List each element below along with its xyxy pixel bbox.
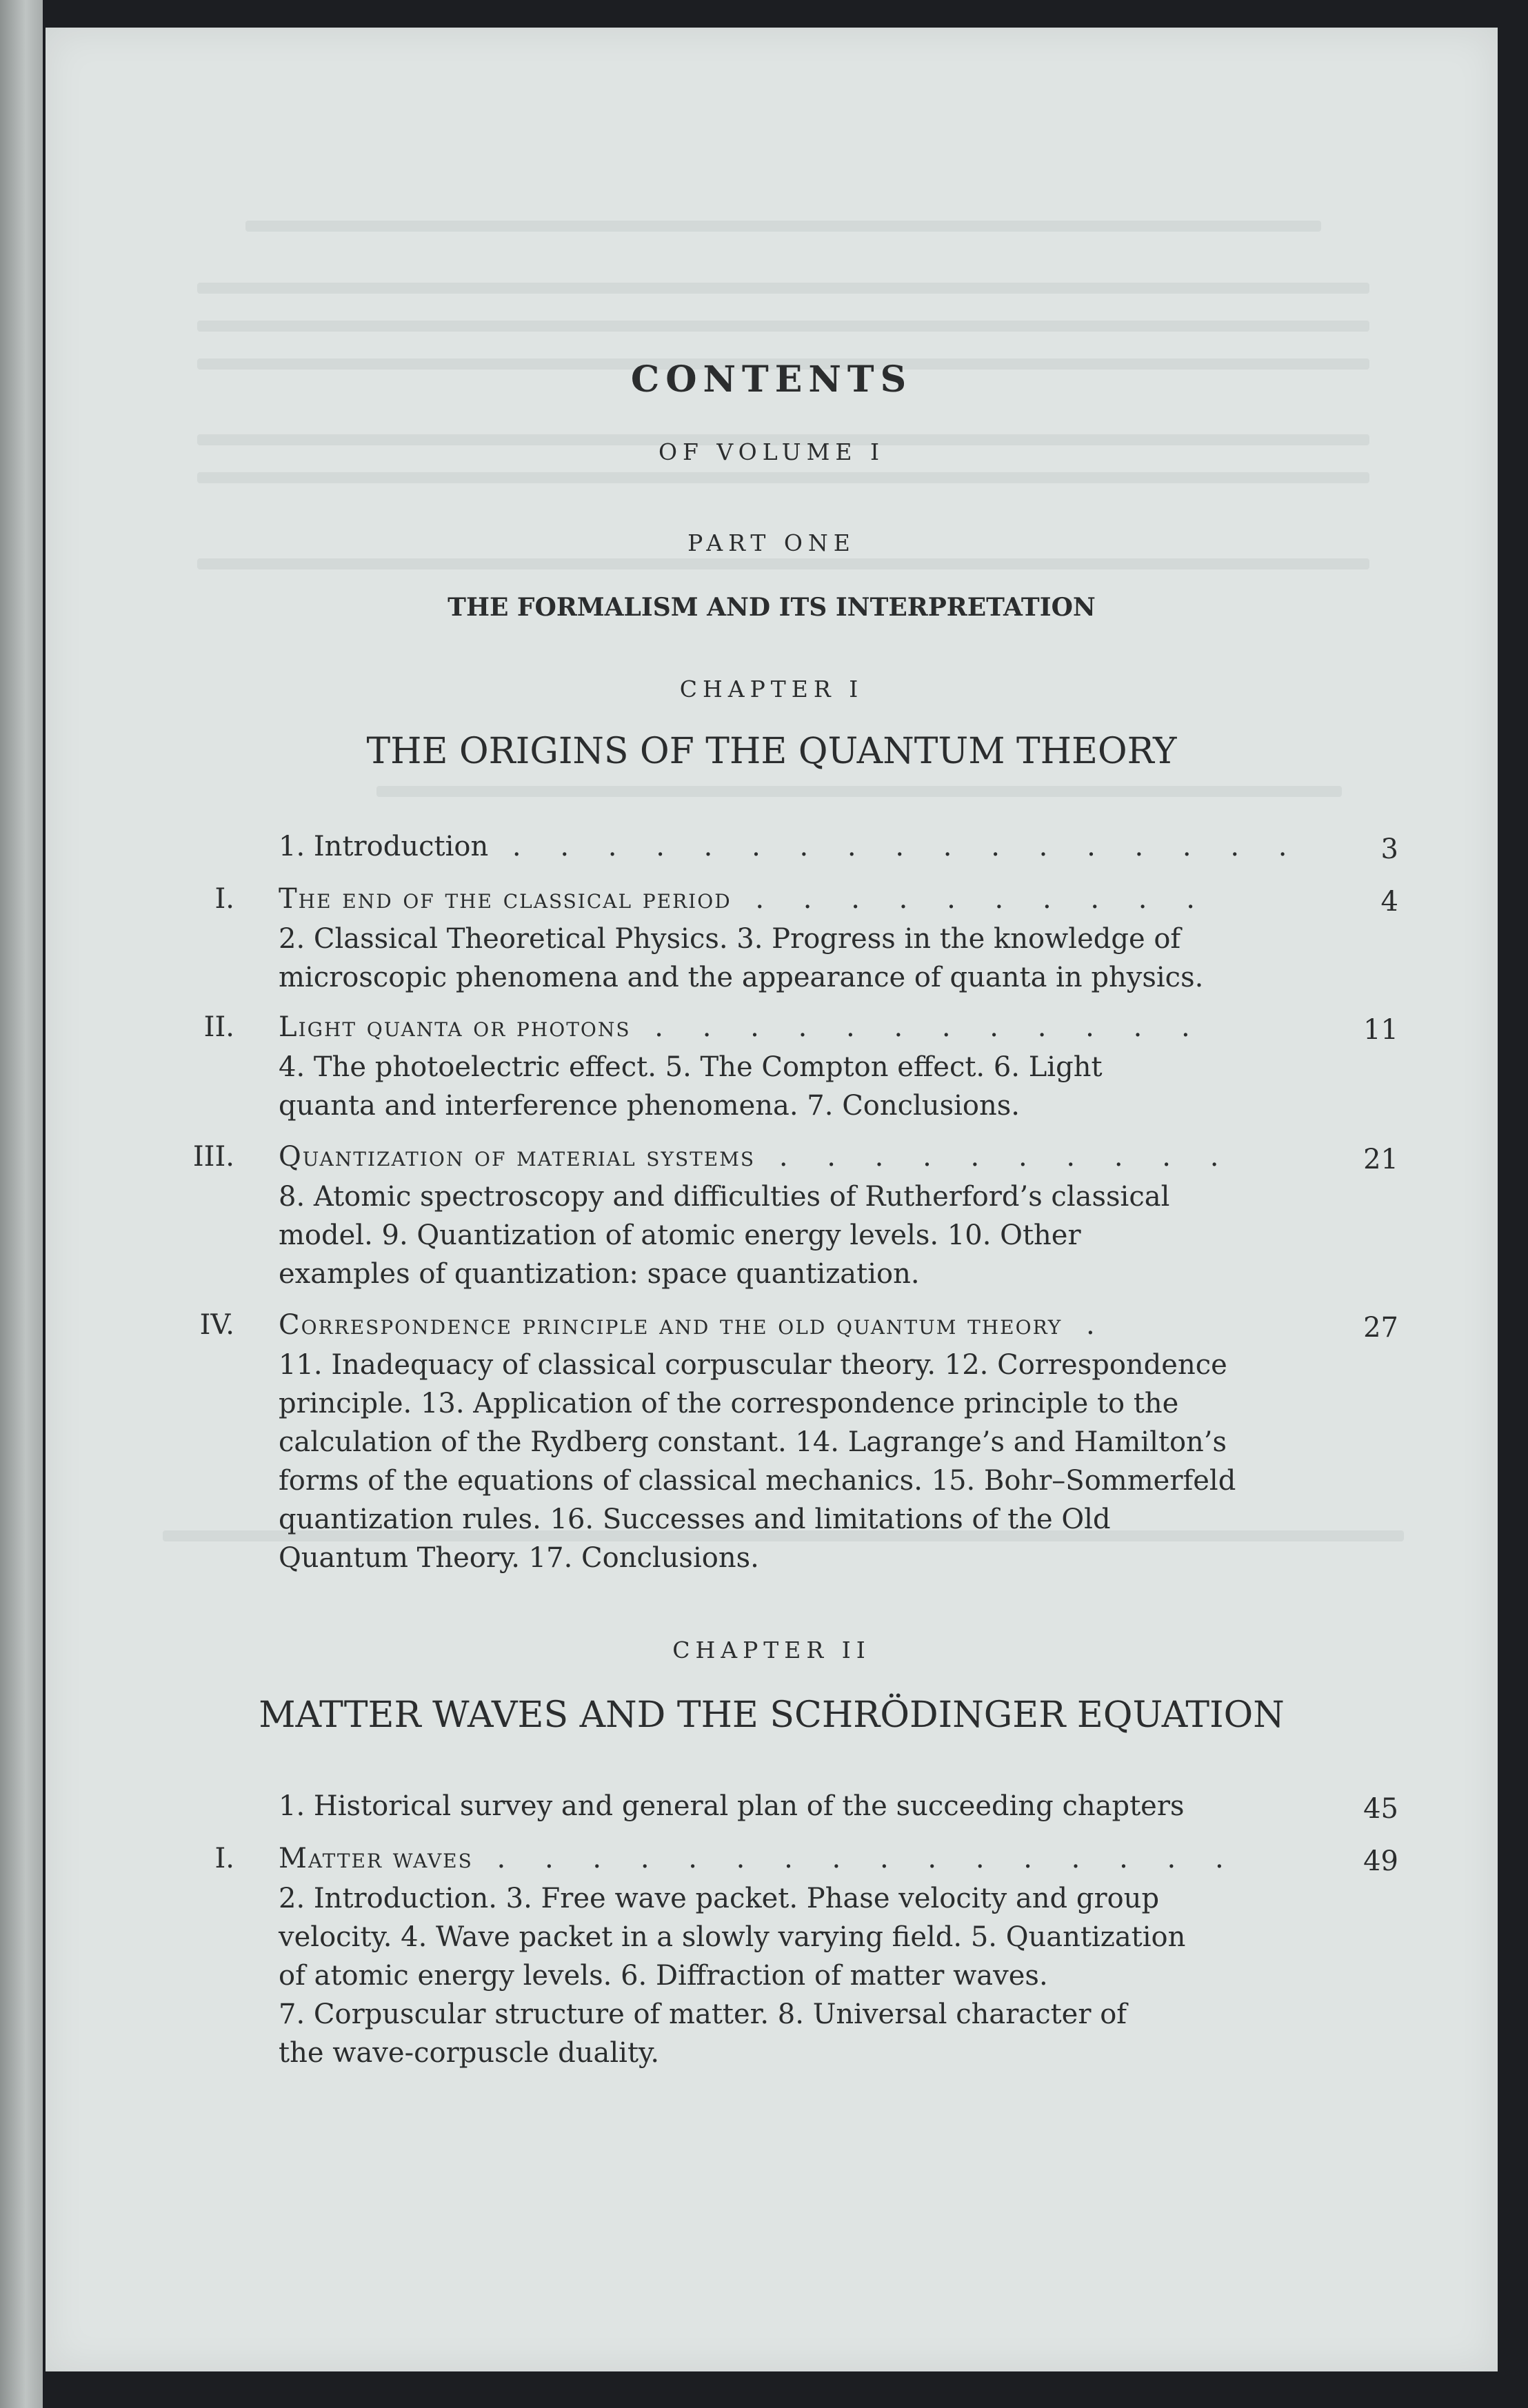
section-summary-line: examples of quantization: space quantization. xyxy=(279,1258,920,1290)
volume-label: OF VOLUME I xyxy=(658,438,885,465)
section-title: Matter waves xyxy=(279,1843,473,1874)
section-summary-line: forms of the equations of classical mechanics. 15. Bohr–Sommerfeld xyxy=(279,1465,1236,1497)
show-through-2 xyxy=(197,283,1369,294)
show-through-3 xyxy=(197,321,1369,332)
toc-section-quantization[interactable]: Quantization of material systems . . . . . . . . . . xyxy=(279,1141,1234,1173)
section-summary-line: 8. Atomic spectroscopy and difficulties of Rutherford’s classical xyxy=(279,1181,1170,1213)
section-summary-line: 4. The photoelectric effect. 5. The Compton effect. 6. Light xyxy=(279,1051,1103,1083)
section-numeral: III. xyxy=(192,1141,234,1173)
section-summary-line: velocity. 4. Wave packet in a slowly varying field. 5. Quantization xyxy=(279,1921,1186,1953)
contents-title: CONTENTS xyxy=(630,358,913,401)
section-summary-line: calculation of the Rydberg constant. 14. Lagrange’s and Hamilton’s xyxy=(279,1426,1227,1458)
part-title: THE FORMALISM AND ITS INTERPRETATION xyxy=(448,593,1096,622)
section-title: Light quanta or photons xyxy=(279,1011,631,1043)
section-summary-line: Quantum Theory. 17. Conclusions. xyxy=(279,1542,759,1574)
toc-entry-introduction[interactable]: 1. Introduction . . . . . . . . . . . . . . . . . xyxy=(279,831,1303,862)
section-title: Quantization of material systems xyxy=(279,1141,756,1173)
section-numeral: II. xyxy=(203,1011,234,1043)
section-title: Correspondence principle and the old quantum theory xyxy=(279,1309,1063,1341)
section-summary-line: the wave-corpuscle duality. xyxy=(279,2037,660,2069)
toc-entry-text: 1. Introduction xyxy=(279,831,489,862)
part-label: PART ONE xyxy=(687,529,856,556)
section-summary-line: principle. 13. Application of the correspondence principle to the xyxy=(279,1388,1179,1419)
toc-section-correspondence[interactable]: Correspondence principle and the old quantum theory . xyxy=(279,1309,1110,1341)
book-page xyxy=(46,28,1498,2371)
toc-page-number: 49 xyxy=(1363,1845,1398,1877)
section-numeral: IV. xyxy=(199,1309,234,1341)
chapter-1-title: THE ORIGINS OF THE QUANTUM THEORY xyxy=(366,731,1177,772)
section-numeral: I. xyxy=(214,883,234,915)
section-summary-line: model. 9. Quantization of atomic energy levels. 10. Other xyxy=(279,1220,1081,1251)
toc-page-number: 4 xyxy=(1380,886,1398,918)
section-summary-line: of atomic energy levels. 6. Diffraction of matter waves. xyxy=(279,1960,1048,1992)
toc-entry-historical-survey[interactable]: 1. Historical survey and general plan of the succeeding chapters xyxy=(279,1790,1185,1822)
chapter-2-title: MATTER WAVES AND THE SCHRÖDINGER EQUATION xyxy=(259,1694,1285,1736)
show-through-6 xyxy=(197,472,1369,483)
section-summary-line: microscopic phenomena and the appearance of quanta in physics. xyxy=(279,962,1204,993)
toc-page-number: 11 xyxy=(1363,1014,1398,1046)
show-through-7 xyxy=(197,558,1369,569)
toc-page-number: 3 xyxy=(1380,833,1398,865)
show-through-1 xyxy=(245,221,1321,232)
section-numeral: I. xyxy=(214,1843,234,1874)
toc-section-classical-period[interactable]: The end of the classical period . . . . . . . . . . xyxy=(279,883,1210,915)
section-summary-line: 2. Introduction. 3. Free wave packet. Phase velocity and group xyxy=(279,1883,1160,1914)
toc-page-number: 27 xyxy=(1363,1312,1398,1344)
chapter-1-label: CHAPTER I xyxy=(679,676,864,702)
section-summary-line: 11. Inadequacy of classical corpuscular theory. 12. Correspondence xyxy=(279,1349,1227,1381)
toc-page-number: 21 xyxy=(1363,1144,1398,1175)
section-summary-line: quanta and interference phenomena. 7. Conclusions. xyxy=(279,1090,1020,1122)
section-summary-line: 7. Corpuscular structure of matter. 8. Universal character of xyxy=(279,1999,1127,2030)
toc-section-matter-waves[interactable]: Matter waves . . . . . . . . . . . . . . . . xyxy=(279,1843,1239,1874)
section-title: The end of the classical period xyxy=(279,883,732,915)
section-summary-line: 2. Classical Theoretical Physics. 3. Progress in the knowledge of xyxy=(279,923,1181,955)
chapter-2-label: CHAPTER II xyxy=(672,1637,871,1663)
section-summary-line: quantization rules. 16. Successes and limitations of the Old xyxy=(279,1504,1111,1535)
toc-page-number: 45 xyxy=(1363,1793,1398,1825)
book-spine-edge xyxy=(0,0,43,2408)
toc-section-light-quanta[interactable]: Light quanta or photons . . . . . . . . . . . . xyxy=(279,1011,1205,1043)
show-through-8 xyxy=(376,786,1342,797)
